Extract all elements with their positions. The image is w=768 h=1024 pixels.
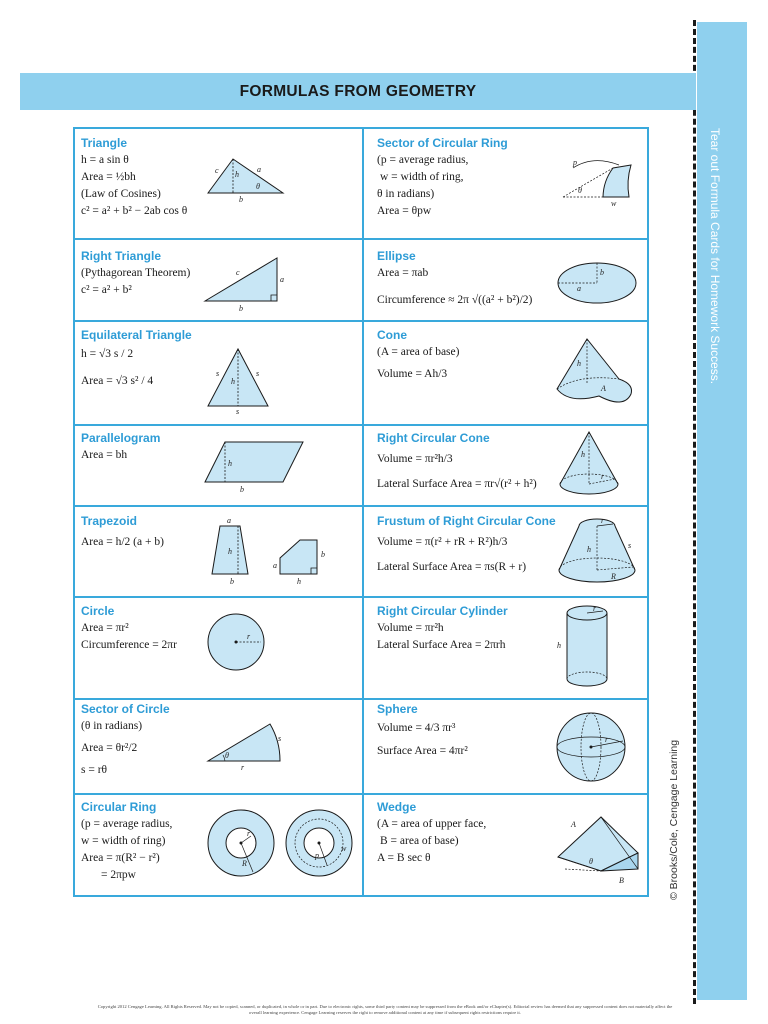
- formula-line: A = B sec θ: [377, 852, 431, 864]
- row-divider: [75, 793, 647, 795]
- card-circle: [81, 604, 177, 654]
- label-c: c: [215, 166, 219, 175]
- card-right-circular-cone: [377, 431, 537, 493]
- formula-line: Surface Area = 4πr²: [377, 745, 468, 757]
- formula-line: (θ in radians): [81, 720, 143, 732]
- card-title: Right Circular Cylinder: [377, 604, 508, 618]
- formula-line: Area = πab: [377, 267, 429, 279]
- formula-line: s = rθ: [81, 764, 108, 776]
- label-p: p: [573, 158, 577, 167]
- trapezoid-figure: [200, 514, 340, 589]
- label-h: h: [587, 545, 591, 554]
- label-b: b: [230, 577, 234, 586]
- cylinder-figure: [555, 603, 625, 698]
- card-title: Ellipse: [377, 249, 416, 263]
- label-B: B: [619, 876, 624, 885]
- label-s: s: [256, 369, 260, 378]
- circle-figure: [203, 609, 273, 679]
- card-sector-of-circular-ring: [377, 136, 508, 220]
- label-w: w: [341, 844, 347, 853]
- formula-line: (p = average radius,: [81, 818, 173, 830]
- card-ellipse: [377, 249, 532, 309]
- label-h: h: [231, 377, 235, 386]
- label-b: b: [239, 304, 243, 313]
- formula-line: Volume = Ah/3: [377, 368, 448, 380]
- copyright-footer: Copyright 2012 Cengage Learning. All Rights Reserved. May not be copied, scanned, or duplicated, in whole or in part. Due to electronic rights, some third party content may be suppressed from the eBook and/or eChapter(s). Editorial review has deemed that any suppressed content does not materially affect the overall learning experience. Cengage Learning reserves the right to remove additional content at any time if subsequent rights restrictions require it.: [97, 1004, 673, 1015]
- card-triangle: [81, 136, 187, 220]
- label-a: a: [280, 275, 284, 284]
- copyright-credit: © Brooks/Cole, Cengage Learning: [668, 739, 680, 900]
- sphere-figure: [553, 709, 633, 789]
- formula-line: c² = a² + b² − 2ab cos θ: [81, 205, 188, 217]
- cone-figure: [549, 334, 649, 414]
- formula-line: Area = π(R² − r²): [81, 852, 160, 864]
- label-r: r: [247, 829, 251, 838]
- label-h: h: [228, 547, 232, 556]
- sector-figure: [203, 719, 313, 774]
- label-h: h: [297, 577, 301, 586]
- formula-line: B = area of base): [380, 835, 459, 847]
- card-title: Wedge: [377, 800, 417, 814]
- formula-line: h = √3 s / 2: [81, 348, 134, 360]
- card-title: Right Circular Cone: [377, 431, 490, 445]
- card-title: Cone: [377, 328, 407, 342]
- sector-ring-figure: [553, 155, 643, 210]
- formula-line: Volume = πr²h/3: [377, 453, 453, 465]
- label-theta: θ: [256, 182, 260, 191]
- row-divider: [75, 238, 647, 240]
- label-s: s: [278, 734, 282, 743]
- card-cone: [377, 328, 459, 383]
- formula-line: Area = √3 s² / 4: [81, 375, 154, 387]
- label-a: a: [257, 165, 261, 174]
- row-divider: [75, 424, 647, 426]
- label-h: h: [577, 359, 581, 368]
- label-w: w: [611, 199, 617, 208]
- formula-line: (A = area of upper face,: [377, 818, 487, 830]
- label-r: r: [241, 763, 245, 772]
- card-title: Triangle: [81, 136, 128, 150]
- parallelogram-figure: [200, 436, 310, 496]
- formula-line: Lateral Surface Area = πs(R + r): [377, 561, 527, 573]
- formula-line: Volume = πr²h: [377, 622, 444, 634]
- side-tagline: Tear out Formula Cards for Homework Success.: [708, 128, 722, 385]
- label-h: h: [228, 459, 232, 468]
- formula-line: Area = θr²/2: [81, 742, 138, 754]
- column-divider: [362, 129, 364, 895]
- label-R: R: [242, 859, 247, 868]
- row-divider: [75, 698, 647, 700]
- card-title: Sector of Circle: [81, 702, 170, 716]
- label-h: h: [557, 641, 561, 650]
- label-theta: θ: [578, 186, 582, 195]
- formula-grid: [73, 127, 649, 897]
- label-s: s: [236, 407, 240, 414]
- card-title: Equilateral Triangle: [81, 328, 192, 342]
- tear-line: [693, 20, 696, 1004]
- label-A: A: [571, 820, 576, 829]
- formula-line: Lateral Surface Area = 2πrh: [377, 639, 506, 651]
- formula-line: Volume = π(r² + rR + R²)h/3: [377, 536, 508, 548]
- card-title: Parallelogram: [81, 431, 161, 445]
- card-title: Right Triangle: [81, 249, 162, 263]
- row-divider: [75, 320, 647, 322]
- card-title: Frustum of Right Circular Cone: [377, 514, 556, 528]
- formula-line: Area = θpw: [377, 205, 432, 217]
- circular-ring-figure: [203, 806, 363, 886]
- card-right-triangle: [81, 249, 190, 299]
- label-s: s: [628, 541, 632, 550]
- label-r: r: [593, 604, 597, 613]
- title-bar: [20, 73, 696, 110]
- formula-line: = 2πpw: [101, 869, 136, 881]
- card-title: Circle: [81, 604, 115, 618]
- label-r: r: [601, 472, 605, 481]
- card-trapezoid: [81, 514, 164, 551]
- formula-line: (Law of Cosines): [81, 188, 161, 200]
- label-b: b: [321, 550, 325, 559]
- label-theta: θ: [225, 751, 229, 760]
- formula-line: Circumference ≈ 2π √((a² + b²)/2): [377, 294, 533, 306]
- card-sector-of-circle: [81, 702, 170, 779]
- formula-line: w = width of ring): [81, 835, 166, 847]
- row-divider: [75, 596, 647, 598]
- formula-line: c² = a² + b²: [81, 284, 132, 296]
- page-title: FORMULAS FROM GEOMETRY: [239, 82, 477, 100]
- right-circular-cone-figure: [555, 429, 635, 504]
- formula-line: Volume = 4/3 πr³: [377, 722, 456, 734]
- label-r: r: [247, 632, 251, 641]
- formula-line: (A = area of base): [377, 346, 460, 358]
- card-sphere: [377, 702, 468, 760]
- ellipse-figure: [555, 259, 645, 309]
- label-A: A: [601, 384, 606, 393]
- side-strip: [697, 22, 747, 1000]
- label-a: a: [273, 561, 277, 570]
- label-h: h: [581, 450, 585, 459]
- label-p: p: [315, 851, 319, 860]
- label-a: a: [577, 284, 581, 293]
- row-divider: [75, 505, 647, 507]
- formula-line: Circumference = 2πr: [81, 639, 177, 651]
- label-b: b: [239, 195, 243, 204]
- label-c: c: [236, 268, 240, 277]
- card-parallelogram: [81, 431, 160, 464]
- wedge-figure: [553, 809, 643, 889]
- triangle-figure: [203, 153, 313, 213]
- card-title: Circular Ring: [81, 800, 157, 814]
- label-a: a: [227, 516, 231, 525]
- formula-line: (p = average radius,: [377, 154, 469, 166]
- formula-line: Area = h/2 (a + b): [81, 536, 164, 548]
- label-b: b: [600, 268, 604, 277]
- frustum-figure: [555, 512, 645, 592]
- card-frustum: [377, 514, 556, 576]
- label-r: r: [601, 516, 605, 525]
- label-s: s: [216, 369, 220, 378]
- label-h: h: [235, 170, 239, 179]
- label-theta: θ: [589, 857, 593, 866]
- formula-line: h = a sin θ: [81, 154, 129, 166]
- equilateral-triangle-figure: [200, 344, 290, 414]
- label-R: R: [611, 572, 616, 581]
- formula-line: Area = ½bh: [81, 171, 136, 183]
- card-circular-ring: [81, 800, 172, 884]
- formula-line: (Pythagorean Theorem): [81, 267, 191, 279]
- label-b: b: [240, 485, 244, 494]
- card-title: Sphere: [377, 702, 418, 716]
- formula-line: Area = πr²: [81, 622, 129, 634]
- card-title: Trapezoid: [81, 514, 138, 528]
- formula-line: Lateral Surface Area = πr√(r² + h²): [377, 478, 537, 490]
- card-wedge: [377, 800, 486, 867]
- card-title: Sector of Circular Ring: [377, 136, 508, 150]
- card-equilateral-triangle: [81, 328, 192, 390]
- card-right-circular-cylinder: [377, 604, 508, 654]
- formula-line: Area = bh: [81, 449, 128, 461]
- label-r: r: [605, 735, 609, 744]
- formula-line: w = width of ring,: [380, 171, 464, 183]
- formula-line: θ in radians): [377, 188, 435, 200]
- right-triangle-figure: [200, 254, 310, 314]
